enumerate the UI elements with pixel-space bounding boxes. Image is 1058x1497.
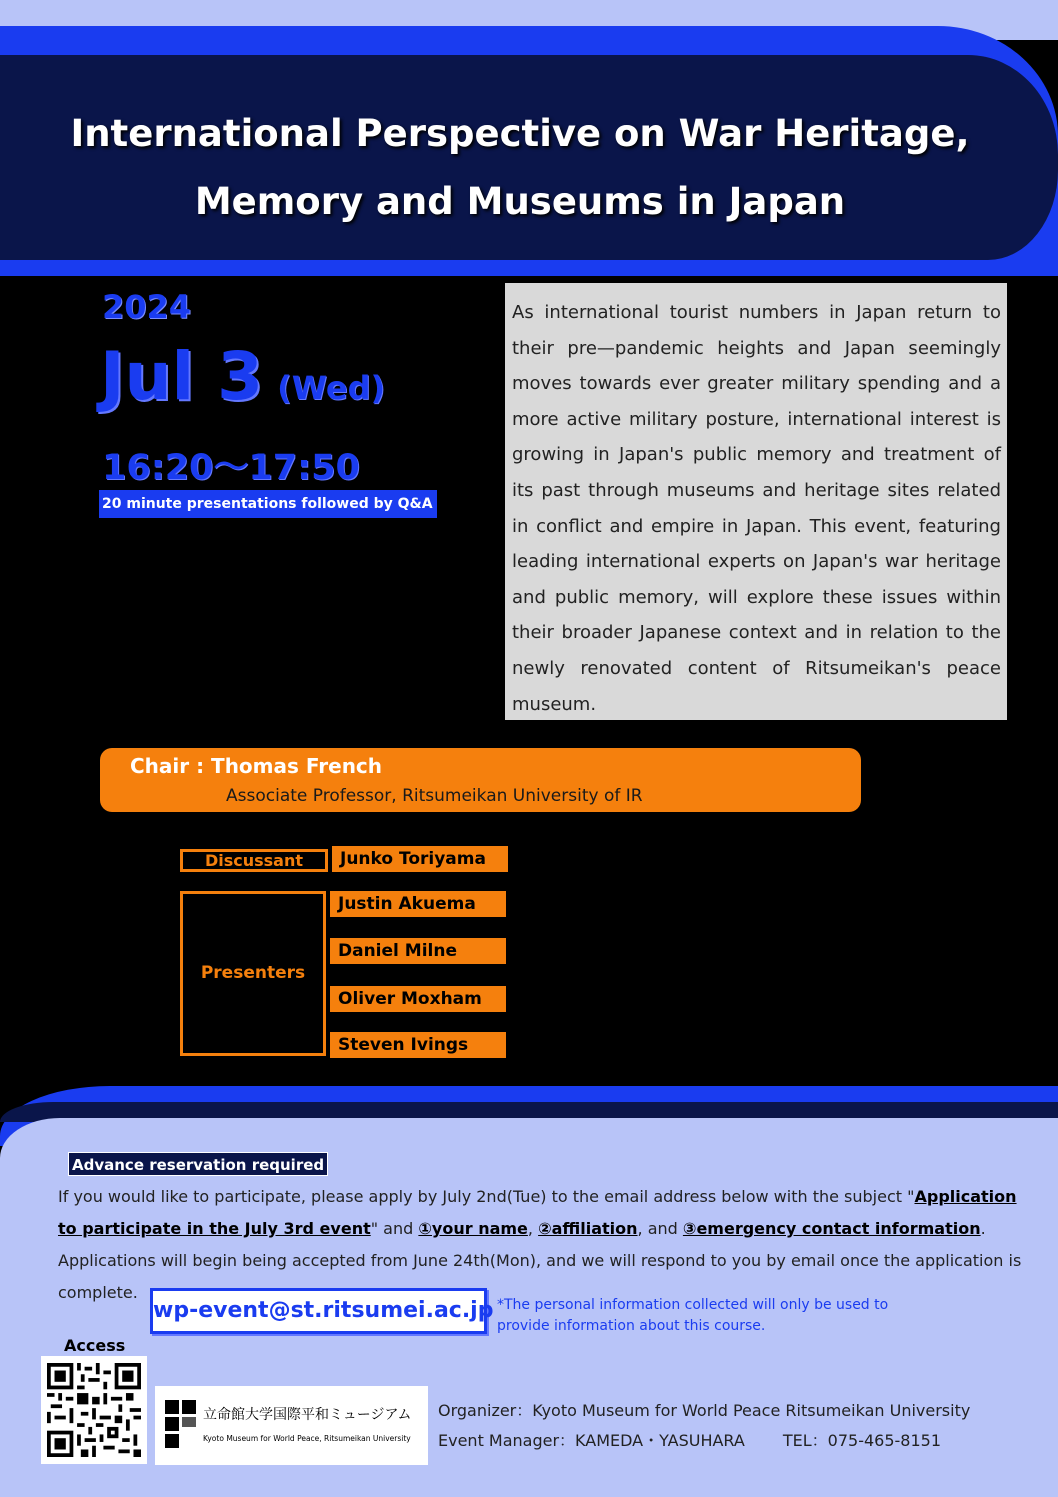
apply-item-emergency: ③emergency contact information: [682, 1219, 981, 1238]
apply-text-2: " and: [370, 1219, 419, 1238]
logo-japanese-name: 立命館大学国際平和ミュージアム: [203, 1407, 412, 1423]
museum-logo: [155, 1386, 428, 1465]
presenter-name: Justin Akuema: [330, 891, 506, 917]
qr-code-icon: [47, 1362, 141, 1458]
event-manager: Event Manager：KAMEDA・YASUHARA: [438, 1431, 745, 1450]
apply-subject: Application to participate in the July 3rd event: [58, 1187, 1017, 1238]
event-weekday: (Wed): [277, 369, 386, 407]
presenter-name: Daniel Milne: [330, 938, 506, 964]
discussant-name: Junko Toriyama: [332, 846, 508, 872]
chair-box: [100, 748, 861, 812]
organizer-info: [438, 1396, 970, 1456]
telephone: TEL：075-465-8151: [782, 1431, 942, 1450]
event-year: 2024: [102, 288, 192, 326]
title-line-2: Memory and Museums in Japan: [194, 180, 846, 223]
access-label: Access: [64, 1336, 126, 1355]
organizer-line: Organizer：Kyoto Museum for World Peace Ritsumeikan University: [438, 1401, 971, 1420]
access-qr-code[interactable]: [41, 1356, 147, 1464]
chair-title: Associate Professor, Ritsumeikan University of IR: [226, 786, 643, 806]
chair-name: Chair : Thomas French: [130, 754, 383, 778]
title-line-1: International Perspective on War Heritage,: [70, 112, 970, 155]
museum-logo-mark-icon: [165, 1400, 197, 1448]
presenters-label: Presenters: [180, 891, 326, 1056]
apply-text-1: If you would like to participate, please apply by July 2nd(Tue) to the email address below with the subject ": [58, 1187, 915, 1206]
apply-item-name: ①your name: [418, 1219, 528, 1238]
apply-separator: , and: [637, 1219, 683, 1238]
presenter-name: Steven Ivings: [330, 1032, 506, 1058]
discussant-label: Discussant: [180, 849, 328, 872]
reservation-badge: Advance reservation required: [68, 1152, 328, 1176]
event-time: 16:20～17:50: [102, 448, 360, 488]
presenter-name: Oliver Moxham: [330, 986, 506, 1012]
logo-english-name: Kyoto Museum for World Peace, Ritsumeikan University: [203, 1434, 411, 1443]
apply-text-3: . Applications will begin being accepted from June 24th(Mon), and we will respond to you by email once the application is complete.: [58, 1219, 1022, 1302]
event-title: [0, 100, 1040, 236]
format-note: 20 minute presentations followed by Q&A: [99, 490, 437, 518]
event-date: [100, 338, 385, 415]
apply-separator: ,: [527, 1219, 539, 1238]
event-description: As international tourist numbers in Japan return to their pre—pandemic heights and Japan seemingly moves towards ever greater military spending and a more active military posture, international interest is growing in Japan's public memory and treatment of its past through museums and heritage sites related in conflict and empire in Japan. This event, featuring leading international experts on Japan's war heritage and public memory, will explore these issues within their broader Japanese context and in relation to the newly renovated content of Ritsumeikan's peace museum.: [505, 283, 1007, 720]
contact-email-link[interactable]: wp-event@st.ritsumei.ac.jp: [150, 1288, 487, 1334]
apply-item-affiliation: ②affiliation: [538, 1219, 638, 1238]
event-manager-line: [438, 1426, 970, 1456]
privacy-note: *The personal information collected will only be used to provide information about this course.: [497, 1297, 889, 1334]
event-date-day: Jul 3: [100, 338, 264, 415]
